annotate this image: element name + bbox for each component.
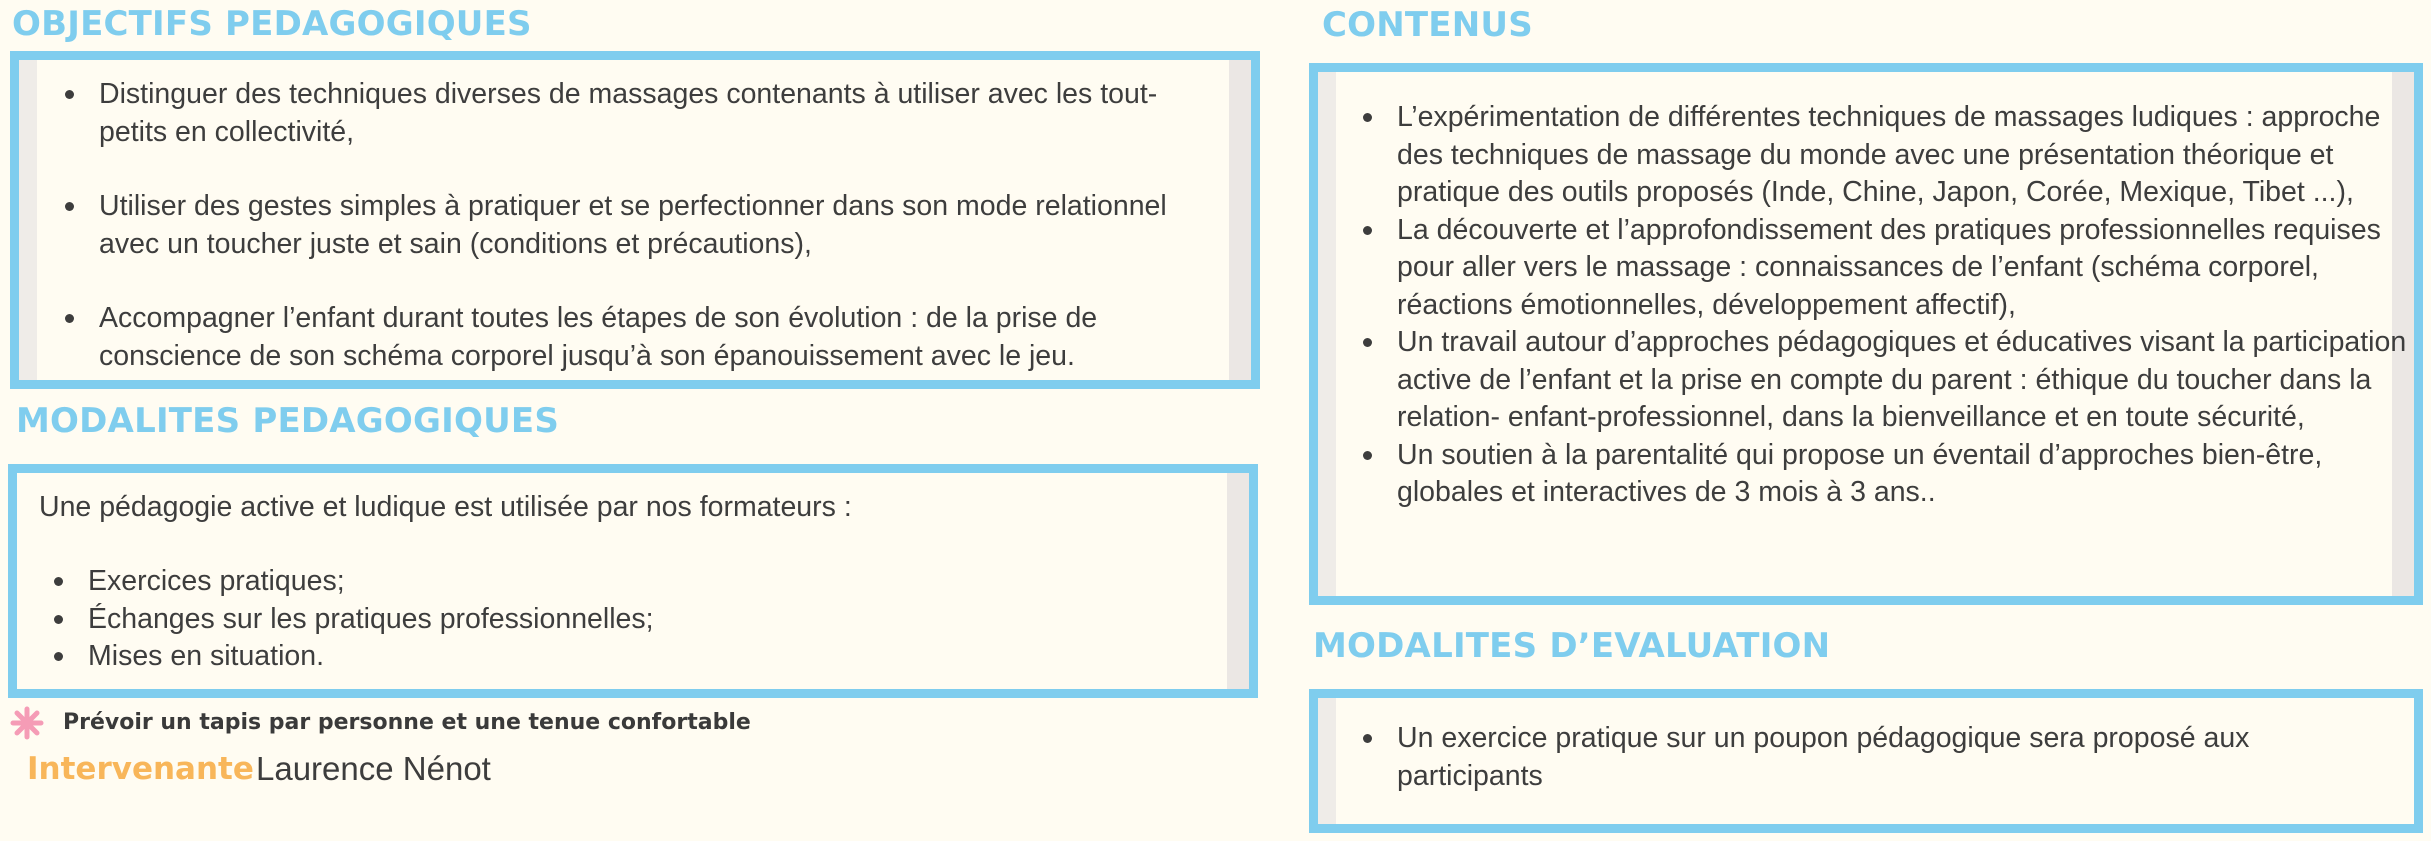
- evaluation-box: [1309, 689, 2423, 833]
- bullet-icon: [54, 615, 63, 624]
- bullet-icon: [1363, 338, 1372, 347]
- bullet-icon: [54, 652, 63, 661]
- list-item: [1397, 212, 2423, 325]
- list-item: [99, 76, 1199, 151]
- list-item-text: L’expérimentation de différentes techniques de massages ludiques : approche des techniques de massage du monde avec une présentation théorique et pratique des outils proposés (Inde, Chine, Japon, Corée, Mexique, Tibet ...),: [1397, 101, 2381, 208]
- list-item: [1397, 99, 2423, 212]
- equipment-note: Prévoir un tapis par personne et une tenue confortable: [63, 710, 751, 735]
- evaluation-shade-left: [1318, 698, 1336, 824]
- bullet-icon: [1363, 113, 1372, 122]
- list-item-text: La découverte et l’approfondissement des pratiques professionnelles requises pour aller vers le massage : connaissances de l’enfant (schéma corporel, réactions émotionnelles, développement affectif),: [1397, 213, 2381, 321]
- list-item-text: Un soutien à la parentalité qui propose un éventail d’approches bien-être, globales et interactives de 3 mois à 3 ans..: [1397, 438, 2323, 508]
- intervenant-label: Intervenante: [27, 751, 254, 787]
- bullet-icon: [65, 90, 74, 99]
- list-item-text: Un travail autour d’approches pédagogiques et éducatives visant la participation active de l’enfant et la prise en compte du parent : éthique du toucher dans la relation- enfant-professionnel, dans la bienveillance et en toute sécurité,: [1397, 326, 2407, 433]
- bullet-icon: [54, 577, 63, 586]
- list-item-text: Mises en situation.: [88, 640, 325, 672]
- list-item: [88, 563, 1188, 601]
- contenus-box: [1309, 63, 2423, 605]
- modalites-intro: Une pédagogie active et ludique est utilisée par nos formateurs :: [39, 491, 852, 523]
- list-item-text: Échanges sur les pratiques professionnelles;: [88, 602, 654, 635]
- contenus-shade-left: [1318, 72, 1336, 596]
- objectifs-heading: OBJECTIFS PEDAGOGIQUES: [12, 4, 532, 44]
- intervenant-name: Laurence Nénot: [256, 750, 491, 787]
- bullet-icon: [1363, 226, 1372, 235]
- bullet-icon: [1363, 734, 1372, 743]
- list-item: [88, 601, 1188, 639]
- list-item: [88, 638, 1188, 676]
- list-item: [99, 300, 1199, 375]
- evaluation-heading: MODALITES D’EVALUATION: [1313, 626, 1831, 666]
- list-item-text: Accompagner l’enfant durant toutes les étapes de son évolution : de la prise de conscience de son schéma corporel jusqu’à son épanouissement avec le jeu.: [99, 302, 1098, 372]
- list-item-text: Utiliser des gestes simples à pratiquer et se perfectionner dans son mode relationnel avec un toucher juste et sain (conditions et précautions),: [99, 190, 1167, 260]
- list-item-text: Distinguer des techniques diverses de massages contenants à utiliser avec les tout-petits en collectivité,: [99, 78, 1158, 148]
- modalites-pedagogiques-box: [8, 464, 1258, 698]
- asterisk-icon: [10, 706, 44, 740]
- contenus-heading: CONTENUS: [1322, 5, 1533, 45]
- list-item-text: Exercices pratiques;: [88, 565, 345, 597]
- list-item-text: Un exercice pratique sur un poupon pédagogique sera proposé aux participants: [1397, 722, 2250, 792]
- objectifs-shade-right: [1229, 60, 1251, 380]
- bullet-icon: [1363, 451, 1372, 460]
- list-item: [1397, 720, 2397, 795]
- objectifs-box: [10, 51, 1260, 389]
- bullet-icon: [65, 314, 74, 323]
- contenus-list: [1397, 99, 2423, 512]
- list-item: [99, 188, 1199, 263]
- list-item: [1397, 437, 2423, 512]
- objectifs-list: [99, 76, 1199, 375]
- modalites-pedagogiques-heading: MODALITES PEDAGOGIQUES: [16, 401, 560, 441]
- modalites-shade-right: [1227, 473, 1249, 689]
- modalites-list: [88, 563, 1188, 676]
- objectifs-shade-left: [19, 60, 37, 380]
- evaluation-list: [1397, 720, 2397, 795]
- list-item: [1397, 324, 2423, 437]
- bullet-icon: [65, 202, 74, 211]
